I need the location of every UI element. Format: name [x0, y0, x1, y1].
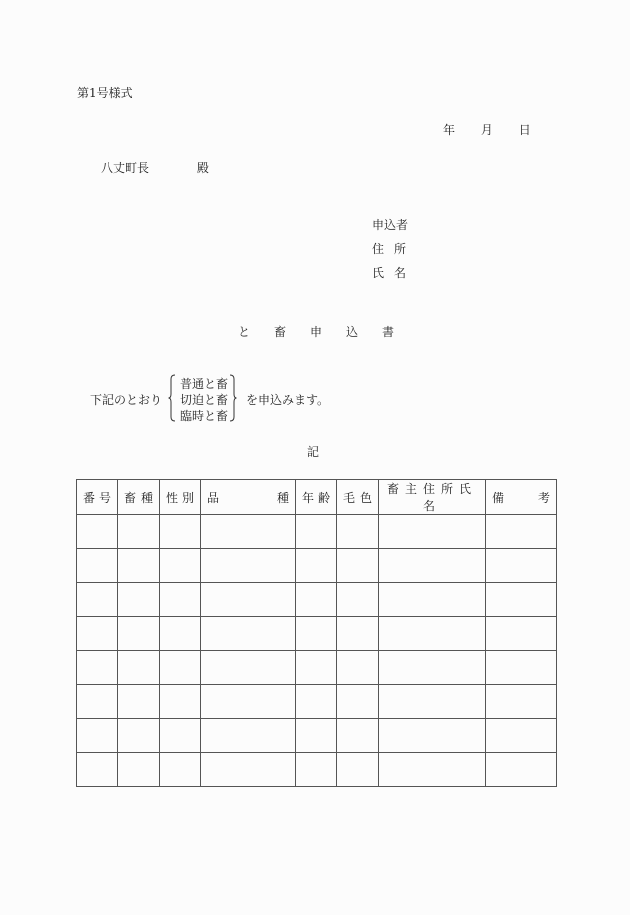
header-breed: 品 種	[201, 480, 296, 515]
table-cell[interactable]	[118, 651, 160, 685]
date-day-label: 日	[518, 123, 531, 137]
table-cell[interactable]	[160, 515, 201, 549]
body-tail: を申込みます。	[246, 393, 330, 407]
table-cell[interactable]	[296, 617, 337, 651]
table-row	[77, 753, 557, 787]
applicant-name-label: 氏名	[372, 266, 417, 280]
table-row	[77, 583, 557, 617]
table-cell[interactable]	[77, 515, 118, 549]
table-cell[interactable]	[486, 685, 557, 719]
table-cell[interactable]	[118, 753, 160, 787]
choice-urgent: 切迫と畜	[180, 393, 229, 407]
table-row	[77, 719, 557, 753]
ki-heading: 記	[307, 445, 320, 459]
table-cell[interactable]	[118, 617, 160, 651]
table-body	[77, 515, 557, 787]
table-cell[interactable]	[201, 549, 296, 583]
table-cell[interactable]	[160, 651, 201, 685]
table-cell[interactable]	[379, 753, 486, 787]
table-cell[interactable]	[379, 549, 486, 583]
table-header-row	[77, 480, 557, 515]
document-title	[238, 323, 418, 340]
addressee-honorific: 殿	[196, 161, 209, 175]
table-cell[interactable]	[296, 753, 337, 787]
table-cell[interactable]	[337, 651, 379, 685]
addressee-name: 八丈町長	[101, 161, 150, 175]
body-lead: 下記のとおり	[90, 393, 163, 407]
table-cell[interactable]	[379, 583, 486, 617]
applicant-label: 申込者	[372, 218, 409, 232]
table-cell[interactable]	[201, 753, 296, 787]
table-cell[interactable]	[486, 515, 557, 549]
table-cell[interactable]	[201, 515, 296, 549]
table-cell[interactable]	[160, 617, 201, 651]
table-cell[interactable]	[486, 583, 557, 617]
header-livestock-type: 畜 種	[118, 480, 160, 515]
date-month-label: 月	[480, 123, 493, 137]
table-cell[interactable]	[77, 685, 118, 719]
table-cell[interactable]	[296, 549, 337, 583]
table-cell[interactable]	[77, 549, 118, 583]
table-cell[interactable]	[201, 685, 296, 719]
table-cell[interactable]	[337, 515, 379, 549]
table-cell[interactable]	[118, 515, 160, 549]
table-cell[interactable]	[337, 753, 379, 787]
table-cell[interactable]	[296, 651, 337, 685]
table-cell[interactable]	[379, 515, 486, 549]
addressee	[101, 161, 209, 175]
table-cell[interactable]	[296, 515, 337, 549]
table-cell[interactable]	[337, 549, 379, 583]
header-sex: 性 別	[160, 480, 201, 515]
header-owner-address-name: 畜主住所氏名	[379, 480, 486, 515]
date-line	[443, 123, 531, 137]
table-cell[interactable]	[296, 685, 337, 719]
table-cell[interactable]	[486, 617, 557, 651]
table-cell[interactable]	[486, 719, 557, 753]
table-cell[interactable]	[486, 549, 557, 583]
table-row	[77, 651, 557, 685]
table-cell[interactable]	[379, 685, 486, 719]
table-cell[interactable]	[201, 617, 296, 651]
table-cell[interactable]	[160, 549, 201, 583]
header-number: 番 号	[77, 480, 118, 515]
title-char: と	[238, 325, 251, 339]
table-cell[interactable]	[201, 583, 296, 617]
table-cell[interactable]	[160, 583, 201, 617]
application-table	[76, 479, 557, 787]
table-cell[interactable]	[337, 617, 379, 651]
table-cell[interactable]	[77, 617, 118, 651]
header-remarks: 備 考	[486, 480, 557, 515]
table-cell[interactable]	[486, 753, 557, 787]
table-cell[interactable]	[379, 651, 486, 685]
title-char: 申	[310, 325, 323, 339]
table-cell[interactable]	[486, 651, 557, 685]
table-cell[interactable]	[118, 685, 160, 719]
left-brace-icon	[168, 374, 176, 422]
table-row	[77, 617, 557, 651]
table-cell[interactable]	[337, 685, 379, 719]
table-cell[interactable]	[379, 617, 486, 651]
table-row	[77, 685, 557, 719]
date-year-label: 年	[443, 123, 456, 137]
title-char: 込	[346, 325, 359, 339]
table-cell[interactable]	[118, 719, 160, 753]
table-cell[interactable]	[160, 753, 201, 787]
table-cell[interactable]	[296, 719, 337, 753]
table-cell[interactable]	[77, 719, 118, 753]
form-number: 第1号様式	[77, 86, 133, 100]
table-cell[interactable]	[118, 583, 160, 617]
right-brace-icon	[229, 374, 237, 422]
table-cell[interactable]	[77, 583, 118, 617]
choice-normal: 普通と畜	[180, 377, 229, 391]
table-cell[interactable]	[160, 685, 201, 719]
table-cell[interactable]	[201, 651, 296, 685]
choice-temporary: 臨時と畜	[180, 409, 229, 423]
table-row	[77, 515, 557, 549]
header-coat-color: 毛 色	[337, 480, 379, 515]
table-cell[interactable]	[201, 719, 296, 753]
header-age: 年 齢	[296, 480, 337, 515]
table-cell[interactable]	[77, 753, 118, 787]
title-char: 書	[382, 325, 395, 339]
table-cell[interactable]	[337, 719, 379, 753]
table-cell[interactable]	[379, 719, 486, 753]
table-cell[interactable]	[296, 583, 337, 617]
type-choices	[180, 376, 228, 424]
table-cell[interactable]	[77, 651, 118, 685]
table-cell[interactable]	[160, 719, 201, 753]
title-char: 畜	[274, 325, 287, 339]
applicant-address-label: 住所	[372, 242, 417, 256]
table-cell[interactable]	[118, 549, 160, 583]
table-row	[77, 549, 557, 583]
table-cell[interactable]	[337, 583, 379, 617]
